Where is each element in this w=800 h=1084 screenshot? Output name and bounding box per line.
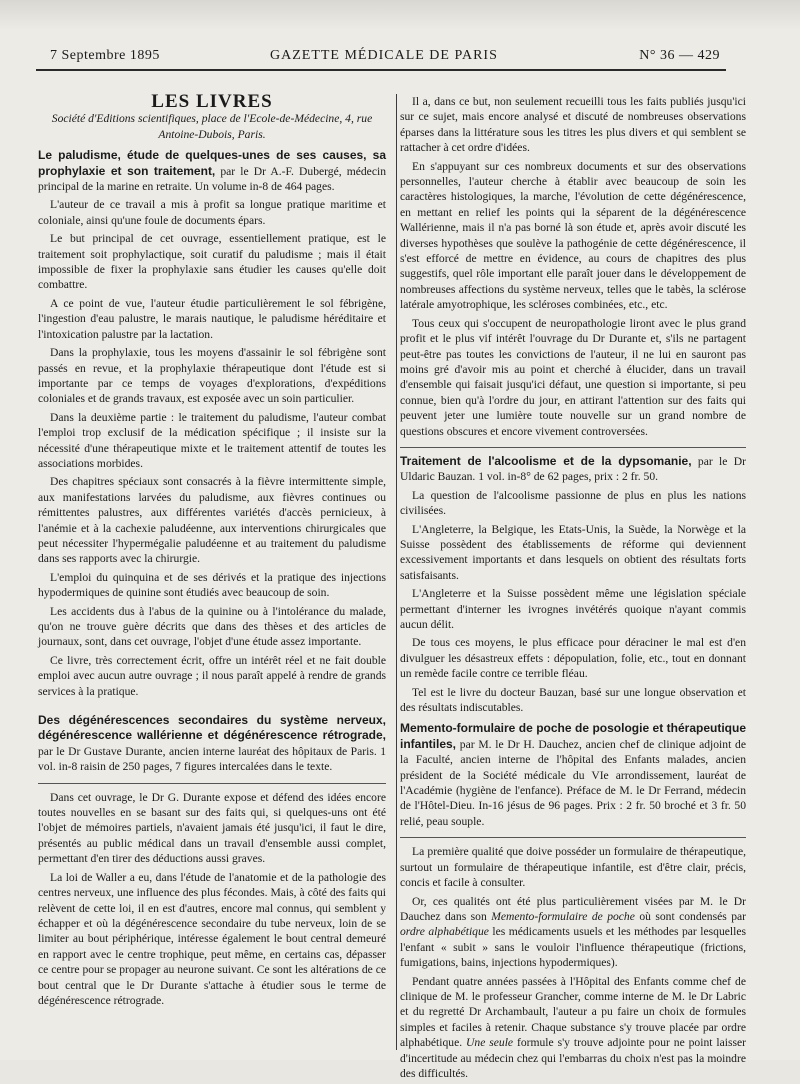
text-run: formule s'y trouve adjointe pour ne point laisser d'incertitude au médecin chez qui l'embarras du choix n'est pas la moindre des difficultés. [400, 1036, 746, 1080]
paragraph: Dans la deuxième partie : le traitement du paludisme, l'auteur combat l'emploi trop exclusif de la médication spécifique ; il insiste sur la nécessité d'une thérapeutique mixte et le traitement attentif de toutes les associations morbides. [38, 410, 386, 470]
publisher-line: Société d'Editions scientifiques, place de l'Ecole-de-Médecine, 4, rue Antoine-Dubois, Paris. [51, 112, 373, 141]
section-heading: LES LIVRES [151, 91, 273, 112]
paragraph: L'auteur de ce travail a mis à profit sa longue pratique maritime et coloniale, ainsi qu'une foule de documents épars. [38, 198, 386, 227]
paragraph: La question de l'alcoolisme passionne de plus en plus les nations civilisées. [400, 488, 746, 518]
paragraph: La loi de Waller a eu, dans l'étude de l'anatomie et de la pathologie des centres nerveux, une influence des plus fécondes. Mais, à côté des faits qui relèvent de cette loi, il en est d'autres, encore mal connus, qui semblent y échapper et où la dégénérescence secondaire du tube nerveux, loin de se limiter au bout périphérique, intéresse également le bout central demeuré en rapport avec le centre trophique, peut même, en certains cas, dépasser ce centre pour se propager au neurone suivant. Ce sont les altérations de ce bout central que le Dr Durante s'attache à étudier sous le terme de dégénérescence rétrograde. [38, 870, 386, 1007]
entry-separator [38, 783, 386, 784]
book-reference: par M. le Dr H. Dauchez, ancien chef de clinique adjoint de la Faculté, ancien interne de l'hôpital des Enfants malades, ancien président de la Société médicale du VIe arrondissement, lauréat de l'Académie (hygiène de l'enfance). Préface de M. le Dr Ferrand, médecin de l'Hôtel-Dieu. In-16 jésus de 96 pages. Prix : 2 fr. 50 broché et 3 fr. 50 relié, peau souple. [400, 737, 746, 828]
entry-separator [400, 447, 746, 448]
header-rule [36, 69, 726, 71]
paragraph: Les accidents dus à l'abus de la quinine ou à l'intolérance du malade, qu'on ne trouve guère décrits que dans des thèses et des articles de journaux, sont, dans cet ouvrage, l'objet d'une étude assez importante. [38, 604, 386, 649]
running-header [50, 48, 720, 68]
paragraph: Il a, dans ce but, non seulement recueilli tous les faits publiés jusqu'ici sur ce sujet, mais encore analysé et discuté de nombreuses observations éparses dans la littérature sous les titres les plus divers et qui semblent se rattacher à cet ordre d'idées. [400, 95, 746, 155]
paragraph [400, 894, 746, 971]
paragraph: Ce livre, très correctement écrit, offre un intérêt réel et ne fait double emploi avec aucun autre ouvrage ; il nous paraît appelé à rendre de grands services à la pratique. [38, 653, 386, 698]
paragraph: L'emploi du quinquina et de ses dérivés et la pratique des injections hypodermiques de quinine sont étudiés avec beaucoup de soin. [38, 570, 386, 600]
text-run: Or, ces qualités ont été plus particulièrement visées par M. le Dr Dauchez dans son [400, 894, 746, 923]
paragraph [400, 974, 746, 1082]
entry-separator [400, 837, 746, 838]
book-entry-alcoolisme [400, 454, 746, 485]
text-run-italic: ordre alphabétique [400, 925, 489, 939]
paragraph: Tous ceux qui s'occupent de neuropathologie liront avec le plus grand profit et le plus vif intérêt l'ouvrage du Dr Durante et, s'ils ne partagent peut-être pas toutes les convictions de l'auteur, il ne lui en sauront pas moins gré d'avoir mis au point et cherché à élucider, dans un travail d'ensemble qui faisait jusqu'ici défaut, une question si importante, si peu connue, bien qu'à l'ordre du jour, en attirant l'attention sur des faits qui peuvent jeter une lumière toute nouvelle sur un grand nombre de questions obscures et encore vivement controversées. [400, 316, 746, 438]
text-run-italic: Memento-formulaire de poche [491, 909, 635, 923]
book-title: Le paludisme, étude de quelques-unes de ses causes, sa prophylaxie et son traitement, [38, 148, 386, 178]
book-title: Traitement de l'alcoolisme et de la dypsomanie, [400, 453, 692, 468]
column-divider [396, 94, 397, 1050]
text-run: Pendant quatre années passées à l'Hôpital des Enfants comme chef de clinique de M. le professeur Grancher, comme interne de M. le Dr Labric et du regretté Dr Archambault, l'auteur a pu faire un choix de formules simples et faciles à retenir. Chaque substance s'y trouve placée par ordre alphabétique. [400, 974, 746, 1050]
paragraph: L'Angleterre, la Belgique, les Etats-Unis, la Suède, la Norwège et la Suisse possèdent des établissements de réforme qui deviennent excessivement importants et dans lesquels on obtient des résultats forts satisfaisants. [400, 522, 746, 582]
text-run-italic: Une seule [466, 1036, 514, 1050]
book-reference: par le Dr A.-F. Dubergé, médecin principal de la marine en retraite. Un volume in-8 de 464 pages. [38, 164, 386, 194]
paragraph: L'Angleterre et la Suisse possèdent même une législation spéciale permettant d'interner les ivrognes invétérés quoique n'ayant commis aucun délit. [400, 587, 746, 631]
paragraph: A ce point de vue, l'auteur étudie particulièrement le sol fébrigène, l'ingestion d'eau palustre, le marais nautique, le paludisme héréditaire et l'intoxication palustre par la lactation. [38, 296, 386, 341]
issue-date: 7 Septembre 1895 [50, 48, 160, 63]
paragraph: De tous ces moyens, le plus efficace pour déraciner le mal est d'en divulguer les désastreux effets : dépopulation, folie, etc., tout en donnant un remède facile contre ce terrible fléau. [400, 636, 746, 681]
book-entry-paludisme [38, 148, 386, 194]
book-reference: par le Dr Uldaric Bauzan. 1 vol. in-8° de 62 pages, prix : 2 fr. 50. [400, 454, 746, 484]
left-column [38, 91, 386, 1011]
book-title: Memento-formulaire de poche de posologie et thérapeutique infantiles, [400, 721, 746, 751]
book-reference: par le Dr Gustave Durante, ancien interne lauréat des hôpitaux de Paris. 1 vol. in-8 raisin de 250 pages, 7 figures intercalées dans le texte. [38, 744, 386, 774]
paragraph: Tel est le livre du docteur Bauzan, basé sur une longue observation et des résultats indiscutables. [400, 685, 746, 715]
book-entry-degenerescences [38, 713, 386, 775]
book-entry-memento [400, 721, 746, 829]
text-run: les médicaments usuels et les méthodes par lesquelles l'enfant « subit » sans le vouloir l'influence thérapeutique (frictions, fumigations, bains, injections hypodermiques). [400, 925, 746, 970]
paragraph: Le but principal de cet ouvrage, essentiellement pratique, est le traitement soit prophylactique, soit curatif du paludisme ; mais il était impossible de fixer la prophylaxie sans étudier les causes qu'elle doit combattre. [38, 232, 386, 292]
right-column [400, 94, 746, 1084]
paragraph: La première qualité que doive posséder un formulaire de thérapeutique, surtout un formulaire de thérapeutique infantile, est d'être clair, précis, concis et facile à consulter. [400, 845, 746, 890]
book-title: Des dégénérescences secondaires du système nerveux, dégénérescence wallérienne et dégénérescence rétrograde, [38, 713, 386, 743]
paragraph: En s'appuyant sur ces nombreux documents et sur des observations personnelles, l'auteur cherche à établir avec beaucoup de soin les caractères histologiques, la marche, l'évolution de cette dégénérescence, en mettant en relief les points qui la séparent de la dégénérescence Wallérienne, mais il n'a pas borné là son étude et, après avoir discuté les diverses hypothèses que soulève la pathogénie de cette dégénérescence, il s'est efforcé de mettre en évidence, au cours de chapitres des plus suggestifs, quel rôle important elle paraît jouer dans le développement de nombreuses affections du système nerveux, telles que le tabès, la sclérose latérale amyotrophique, les scléroses combinées, etc., etc. [400, 159, 746, 312]
paragraph: Dans cet ouvrage, le Dr G. Durante expose et défend des idées encore toutes nouvelles en se basant sur des faits qui, si quelques-uns ont été l'objet de mémoires partiels, n'avaient jamais été jusqu'ici, il faut le dire, présentés au public médical dans un travail d'ensemble aussi complet, permettant d'en tirer des déductions aussi graves. [38, 790, 386, 866]
paragraph: Des chapitres spéciaux sont consacrés à la fièvre intermittente simple, aux manifestations larvées du paludisme, aux fièvres continues ou rémittentes palustres, aux différentes variétés d'accès pernicieux, à l'anémie et à la cachexie paludéenne, aux interventions chirurgicales que peut nécessiter l'hypermégalie paludéenne et au traitement du paludisme dans ses rapports avec la chirurgie. [38, 475, 386, 566]
text-run: où sont condensés par [634, 909, 747, 923]
journal-title: GAZETTE MÉDICALE DE PARIS [270, 48, 498, 63]
paragraph: Dans la prophylaxie, tous les moyens d'assainir le sol fébrigène sont passés en revue, et la prophylaxie thérapeutique dont l'étude est si importante par ce temps de voyages d'explorations, d'expéditions coloniales et de grands travaux, est exposée avec un soin particulier. [38, 346, 386, 406]
page-number: N° 36 — 429 [639, 48, 720, 63]
